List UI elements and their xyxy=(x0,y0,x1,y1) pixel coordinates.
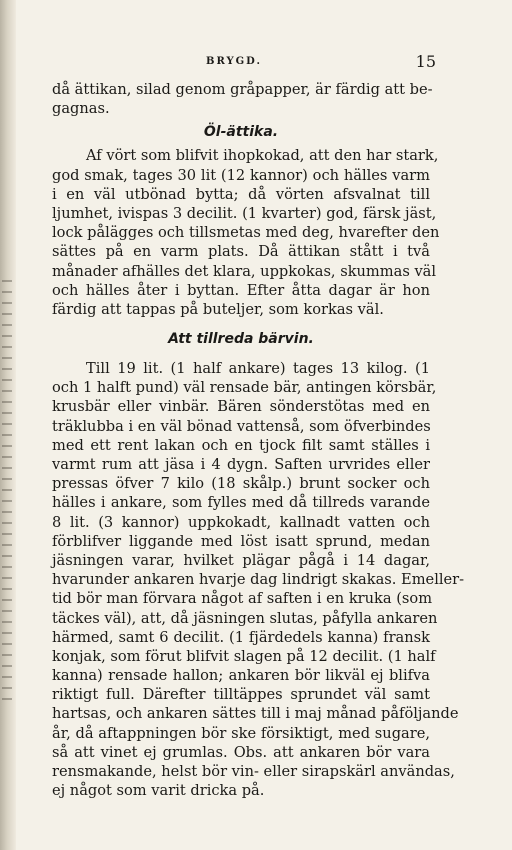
text-line: ljumhet, ivispas 3 decilit. (1 kvarter) god, färsk jäst, xyxy=(52,204,437,222)
text-line: ej något som varit dricka på. xyxy=(52,782,265,800)
text-line: god smak, tages 30 lit (12 kannor) och hälles varm xyxy=(52,166,430,184)
text-line: täckes väl), att, då jäsningen slutas, påfylla ankaren xyxy=(52,609,438,627)
text-line: härmed, samt 6 decilit. (1 fjärdedels kanna) fransk xyxy=(52,628,430,646)
text-line: Till 19 lit. (1 half ankare) tages 13 kilog. (1 xyxy=(86,360,430,378)
text-line: gagnas. xyxy=(52,100,110,118)
text-line: färdig att tappas på buteljer, som korkas väl. xyxy=(52,300,384,318)
text-line: kanna) rensade hallon; ankaren bör likväl ej blifva xyxy=(52,667,430,685)
section-heading-barvin: Att tillreda bärvin. xyxy=(168,331,314,348)
text-line: träklubba i en väl bönad vattenså, som öfverbindes xyxy=(52,417,431,435)
text-line: hvarunder ankaren hvarje dag lindrigt skakas. Emeller- xyxy=(52,571,465,589)
section-heading-ol-attika: Öl-ättika. xyxy=(203,124,279,141)
text-line: i en väl utbönad bytta; då vörten afsvalnat till xyxy=(52,185,430,203)
text-line: rensmakande, helst bör vin- eller sirapskärl användas, xyxy=(52,763,455,780)
text-line: år, då aftappningen bör ske försiktigt, med sugare, xyxy=(52,724,430,742)
paragraph-continuation xyxy=(52,80,433,118)
page-number: 15 xyxy=(415,52,436,71)
text-line: så att vinet ej grumlas. Obs. att ankaren bör vara xyxy=(52,743,430,761)
text-line: riktigt full. Därefter tilltäppes sprundet väl samt xyxy=(52,686,430,704)
text-line: och 1 halft pund) väl rensade bär, antingen körsbär, xyxy=(52,379,437,397)
binding-shadow xyxy=(2,280,12,700)
running-title: BRYGD. xyxy=(206,56,262,67)
text-line: pressas öfver 7 kilo (18 skålp.) brunt socker och xyxy=(52,475,430,493)
page-edge xyxy=(0,0,16,850)
text-line: och hälles åter i byttan. Efter åtta dagar är hon xyxy=(52,281,430,299)
text-line: tid bör man förvara något af saften i en kruka (som xyxy=(52,590,433,608)
text-line: krusbär eller vinbär. Bären sönderstötas med en xyxy=(52,398,430,416)
text-line: jäsningen varar, hvilket plägar pågå i 14 dagar, xyxy=(52,551,430,569)
paragraph-ol-attika xyxy=(52,146,440,319)
paragraph-barvin xyxy=(52,359,465,800)
text-line: 8 lit. (3 kannor) uppkokadt, kallnadt vatten och xyxy=(52,513,430,531)
text-line: varmt rum att jäsa i 4 dygn. Saften urvrides eller xyxy=(52,456,430,473)
page-body xyxy=(52,80,465,800)
text-line: lock pålägges och tillsmetas med deg, hvarefter den xyxy=(52,224,440,242)
text-line: då ättikan, silad genom gråpapper, är färdig att be- xyxy=(52,81,433,98)
text-line: Af vört som blifvit ihopkokad, att den har stark, xyxy=(86,147,439,165)
text-line: konjak, som förut blifvit slagen på 12 decilit. (1 half xyxy=(52,647,436,665)
text-line: hartsas, och ankaren sättes till i maj månad påföljande xyxy=(52,705,459,723)
text-line: månader afhälles det klara, uppkokas, skummas väl xyxy=(52,262,437,280)
text-line: hälles i ankare, som fylles med då tillreds varande xyxy=(52,494,430,512)
running-head xyxy=(52,52,436,74)
text-line: sättes på en varm plats. Då ättikan stått i två xyxy=(52,243,430,261)
text-line: med ett rent lakan och en tjock filt samt ställes i xyxy=(52,436,430,454)
text-line: förblifver liggande med löst isatt sprund, medan xyxy=(52,532,430,550)
